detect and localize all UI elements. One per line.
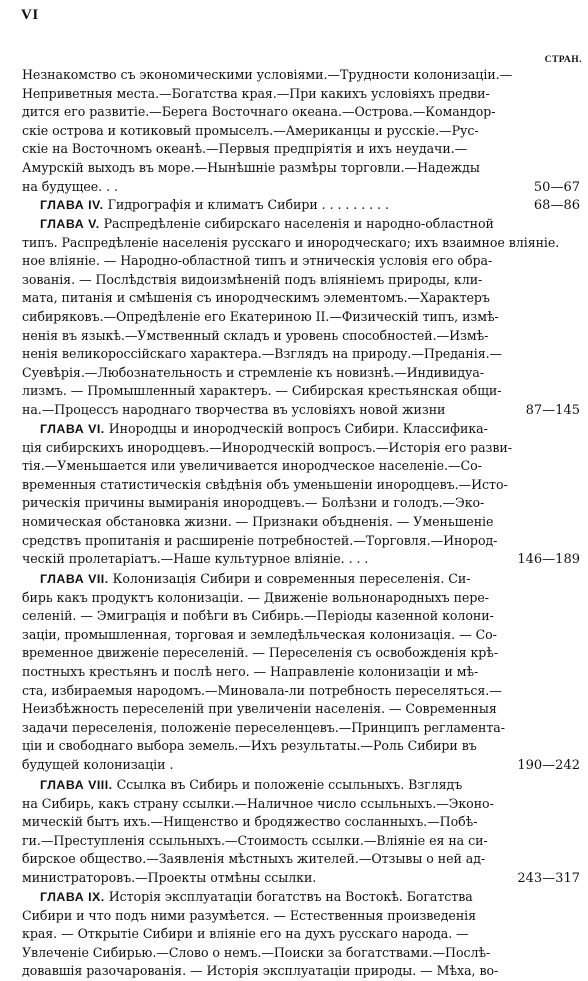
page-range: 146—189 (517, 552, 580, 568)
chapter-4-entry (22, 196, 582, 215)
toc-line: сибиряковъ.—Опредѣленіе его Екатериною II.—Физическій типъ, измѣ- (22, 308, 499, 324)
chapter-7-entry (22, 570, 582, 775)
toc-line: постныхъ крестьянъ и послѣ него. — Направленіе колонизаціи и мѣ- (22, 663, 479, 679)
toc-line: ненія въ языкѣ.—Умственный складъ и уровень способностей.—Измѣ- (22, 327, 489, 343)
toc-line: типъ. Распредѣленіе населенія русскаго и инородческаго; ихъ взаимное вліяніе. (22, 234, 560, 250)
toc-line: ція сибирскихъ инородцевъ.—Инородческій вопросъ.—Исторія его разви- (22, 439, 512, 455)
toc-line: довавшія разочарованія. — Исторія эксплуатаціи природы. — Мѣха, во- (22, 963, 499, 979)
chapter-heading: ГЛАВА VI. (40, 422, 105, 436)
toc-line: ГЛАВА IV. Гидрографія и климатъ Сибири . . . . . . . . . 68—86 (22, 196, 582, 215)
toc-line: временное движеніе переселеній. — Переселенія съ освобожденія крѣ- (22, 645, 499, 661)
toc-line: на будущее. . . 50—67 (22, 178, 582, 197)
toc-line: рическія причины вымиранія инородцевъ.— Болѣзни и голодъ.—Эко- (22, 495, 485, 511)
chapter-heading: ГЛАВА IV. (40, 198, 104, 212)
toc-line: селеній. — Эмиграція и побѣги въ Сибирь.—Періоды казенной колони- (22, 608, 494, 624)
toc-line: Неизбѣжность переселеній при увеличеніи населенія. — Современныя (22, 701, 497, 717)
toc-line: министраторовъ.—Проекты отмѣны ссылки. 243—317 (22, 869, 582, 888)
toc-line: ГЛАВА V. Распредѣленіе сибирскаго населенія и народно-областной (40, 216, 494, 231)
section-continuation (22, 66, 582, 196)
toc-line: скіе острова и котиковый промыселъ.—Американцы и русскіе.—Рус- (22, 122, 479, 138)
toc-line: ціи и свободнаго выбора земель.—Ихъ результаты.—Роль Сибири въ (22, 738, 477, 754)
toc-line: мата, питанія и смѣшенія съ инородческимъ элементомъ.—Характеръ (22, 290, 490, 306)
pages-column-heading: СТРАН. (544, 55, 582, 65)
toc-line: ста, избираемыя народомъ.—Миновала-ли потребность переселяться.— (22, 682, 502, 698)
toc-line: лизмъ. — Промышленный характеръ. — Сибирская крестьянская общи- (22, 383, 502, 399)
chapter-heading: ГЛАВА VII. (40, 572, 109, 586)
toc-line: зованія. — Послѣдствія видоизмѣненій подъ вліяніемъ природы, кли- (22, 271, 483, 287)
toc-line: Неприветныя места.—Богатства края.—При какихъ условіяхъ предви- (22, 85, 490, 101)
toc-line: мическій бытъ ихъ.—Нищенство и бродяжество сосланныхъ.—Побѣ- (22, 814, 478, 830)
toc-line: Увлеченіе Сибирью.—Слово о немъ.—Поиски за богатствами.—Послѣ- (22, 944, 491, 960)
toc-line: Незнакомство съ экономическими условіями.—Трудности колонизаціи.— (22, 67, 513, 82)
page-range: 243—317 (517, 870, 580, 886)
chapter-9-entry (22, 888, 582, 981)
toc-line: ГЛАВА IX. Исторія эксплуатаціи богатствъ на Востокѣ. Богатства (40, 889, 473, 904)
chapter-5-entry (22, 215, 582, 420)
chapter-8-entry (22, 776, 582, 888)
toc-line: бирское общество.—Заявленія мѣстныхъ жителей.—Отзывы о ней ад- (22, 851, 486, 867)
toc-line: ГЛАВА VII. Колонизація Сибири и современныя переселенія. Си- (40, 571, 471, 586)
toc-line: ги.—Преступленія ссыльныхъ.—Стоимость ссылки.—Вліяніе ея на си- (22, 832, 488, 848)
chapter-heading: ГЛАВА V. (40, 217, 100, 231)
toc-line: скіе на Восточномъ океанѣ.—Первыя предпріятія и ихъ неудачи.— (22, 141, 468, 157)
toc-line: задачи переселенія, положеніе переселенцевъ.—Принципъ регламента- (22, 719, 505, 735)
toc-line: номическая обстановка жизни. — Признаки объдненія. — Уменьшеніе (22, 513, 494, 529)
toc-line: ГЛАВА VI. Инородцы и инородческій вопросъ Сибири. Классифика- (40, 421, 488, 436)
toc-line: ческій пролетаріатъ.—Наше культурное вліяніе. . . . 146—189 (22, 550, 582, 569)
toc-line: временныя статистическія свѣдѣнія объ уменьшеніи инородцевъ.—Исто- (22, 476, 508, 492)
toc-line: бирь какъ продуктъ колонизаціи. — Движеніе вольнонародныхъ пере- (22, 589, 489, 605)
toc-line: Сибири и что подъ ними разумѣется. — Естественныя произведенія (22, 907, 477, 923)
toc-line: тія.—Уменьшается или увеличивается инородческое населеніе.—Со- (22, 458, 482, 474)
toc-line: Суевѣрія.—Любознательность и стремленіе къ новизнѣ.—Индивидуа- (22, 364, 485, 380)
toc-line: ГЛАВА VIII. Ссылка въ Сибирь и положеніе ссыльныхъ. Взглядъ (40, 777, 463, 792)
page-range: 50—67 (533, 179, 580, 195)
toc-line: заціи, промышленная, торговая и земледѣльческая колонизація. — Со- (22, 626, 497, 642)
page-range: 87—145 (525, 402, 580, 418)
chapter-heading: ГЛАВА IX. (40, 890, 105, 904)
toc-line: средствъ пропитанія и расширеніе потребностей.—Торговля.—Инород- (22, 532, 498, 548)
toc-line: ное вліяніе. — Народно-областной типъ и этническія условія его обра- (22, 253, 493, 269)
toc-line: края. — Открытіе Сибири и вліяніе его на духъ русскаго народа. — (22, 926, 469, 942)
chapter-6-entry (22, 420, 582, 569)
page-number: VI (21, 7, 39, 23)
toc-line: ненія великороссійскаго характера.—Взглядъ на природу.—Преданія.— (22, 346, 503, 362)
page-range: 190—242 (517, 757, 580, 773)
toc-line: Амурскій выходъ въ море.—Нынѣшніе размѣры торговли.—Надежды (22, 159, 480, 175)
toc-line: на.—Процессъ народнаго творчества въ условіяхъ новой жизни 87—145 (22, 401, 582, 420)
toc-line: дится его развитіе.—Берега Восточнаго океана.—Острова.—Командор- (22, 104, 496, 120)
page-range: 68—86 (533, 198, 580, 213)
chapter-heading: ГЛАВА VIII. (40, 778, 113, 792)
toc-line: на Сибирь, какъ страну ссылки.—Наличное число ссыльныхъ.—Эконо- (22, 795, 494, 811)
toc-line: будущей колонизаціи . 190—242 (22, 756, 582, 775)
